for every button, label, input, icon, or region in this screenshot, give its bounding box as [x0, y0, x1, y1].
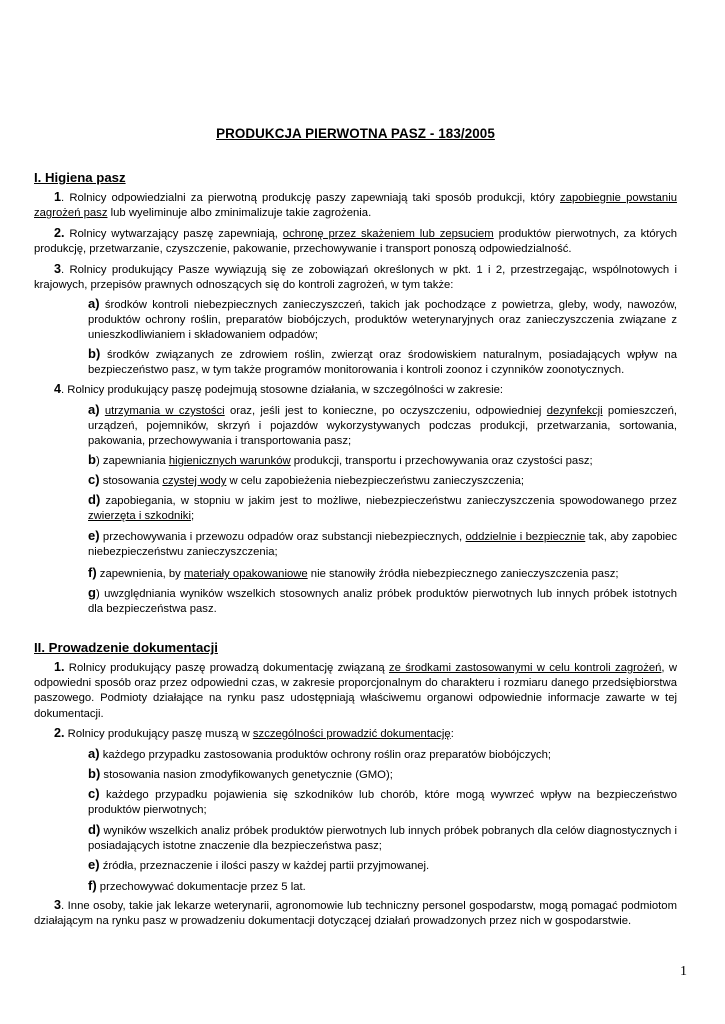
page-number: 1	[680, 964, 687, 979]
item-1-4-d: d) zapobiegania, w stopniu w jakim jest to możliwe, niebezpieczeństwu zanieczyszczenia spowodowanego przez zwierzęta i szkodniki;	[88, 492, 677, 523]
item-1-4-f: f) zapewnienia, by materiały opakowaniowe nie stanowiły źródła niebezpiecznego zanieczyszczenia pasz;	[88, 565, 619, 580]
paragraph-2-3: 3. Inne osoby, takie jak lekarze weterynarii, agronomowie lub techniczny personel gospodarstw, mogą pomagać podmiotom działającym na rynku pasz w prowadzeniu dokumentacji dotyczącej działań prowadzonych przez nich w gospodarstwie.	[34, 898, 677, 928]
item-1-4-a: a) utrzymania w czystości oraz, jeśli jest to konieczne, po oczyszczeniu, odpowiedniej dezynfekcji pomieszczeń, urządzeń, pojemników, skrzyń i pojazdów wykorzystywanych podczas produkcji, przetwarzania, sortowania, pakowania, przechowywania i transportowania pasz;	[88, 402, 677, 448]
paragraph-1-2: 2. Rolnicy wytwarzający paszę zapewniają, ochronę przez skażeniem lub zepsuciem produktów pierwotnych, za których produkcję, przetwarzanie, czyszczenie, pakowanie, przechowywanie i transport ponoszą odpowiedzialność.	[34, 226, 678, 256]
item-1-4-c: c) stosowania czystej wody w celu zapobieżenia niebezpieczeństwu zanieczyszczenia;	[88, 472, 525, 487]
item-1-4-e: e) przechowywania i przewozu odpadów oraz substancji niebezpiecznych, oddzielnie i bezpiecznie tak, aby zapobiec niebezpieczeństwu zanieczyszczenia;	[88, 528, 677, 559]
paragraph-1-4: 4. Rolnicy produkujący paszę podejmują stosowne działania, w szczególności w zakresie:	[54, 382, 504, 396]
paragraph-2-2: 2. Rolnicy produkujący paszę muszą w szczególności prowadzić dokumentację:	[54, 726, 454, 740]
item-2-2-f: f) przechowywać dokumentacje przez 5 lat.	[88, 878, 306, 893]
item-2-2-b: b) stosowania nasion zmodyfikowanych genetycznie (GMO);	[88, 766, 393, 781]
document-title: PRODUKCJA PIERWOTNA PASZ - 183/2005	[216, 126, 495, 141]
item-2-2-d: d) wyników wszelkich analiz próbek produktów pierwotnych lub innych próbek pobranych dla celów diagnostycznych i posiadających istotne znaczenie dla bezpieczeństwa pasz;	[88, 822, 677, 853]
paragraph-1-3: 3. Rolnicy produkujący Pasze wywiązują się ze zobowiązań określonych w pkt. 1 i 2, przestrzegając, wspólnotowych i krajowych, przepisów prawnych odnoszących się do kontroli zagrożeń, w tym także:	[34, 262, 677, 292]
item-1-3-b: b) środków związanych ze zdrowiem roślin, zwierząt oraz środowiskiem naturalnym, posiadających wpływ na bezpieczeństwo pasz, w tym także programów monitorowania i kontroli zoonoz i czynników zoonotycznych.	[88, 346, 677, 377]
item-2-2-c: c) każdego przypadku pojawienia się szkodników lub chorób, które mogą wywrzeć wpływ na bezpieczeństwo produktów pierwotnych;	[88, 786, 677, 817]
section-heading-hygiene: I. Higiena pasz	[34, 170, 126, 185]
item-1-4-b: b) zapewniania higienicznych warunków produkcji, transportu i przechowywania oraz czystości pasz;	[88, 452, 593, 467]
item-2-2-a: a) każdego przypadku zastosowania produktów ochrony roślin oraz preparatów biobójczych;	[88, 746, 552, 761]
item-2-2-e: e) źródła, przeznaczenie i ilości paszy w każdej partii przyjmowanej.	[88, 857, 430, 872]
paragraph-2-1: 1. Rolnicy produkujący paszę prowadzą dokumentację związaną ze środkami zastosowanymi w celu kontroli zagrożeń, w odpowiedni sposób oraz przez odpowiedni czas, w zakresie proporcjonalnym do charakteru i rozmiaru danego przedsiębiorstwa paszowego. Podmioty działające na rynku pasz udostępniają właściwemu organowi odpowiednie informacje zawarte w tej dokumentacji.	[34, 660, 677, 720]
item-1-4-g: g) uwzględniania wyników wszelkich stosownych analiz próbek produktów pierwotnych lub innych próbek istotnych dla bezpieczeństwa pasz.	[88, 585, 677, 616]
item-1-3-a: a) środków kontroli niebezpiecznych zanieczyszczeń, takich jak pochodzące z powietrza, gleby, wody, nawozów, produktów ochrony roślin, preparatów biobójczych, produktów weterynaryjnych oraz zanieczyszczenia związane z unieszkodliwianiem i składowaniem odpadów;	[88, 296, 677, 342]
paragraph-1-1: 1. Rolnicy odpowiedzialni za pierwotną produkcję paszy zapewniają taki sposób produkcji, który zapobiegnie powstaniu zagrożeń pasz lub wyeliminuje albo zminimalizuje takie zagrożenia.	[34, 190, 677, 220]
section-heading-documentation: II. Prowadzenie dokumentacji	[34, 640, 218, 655]
